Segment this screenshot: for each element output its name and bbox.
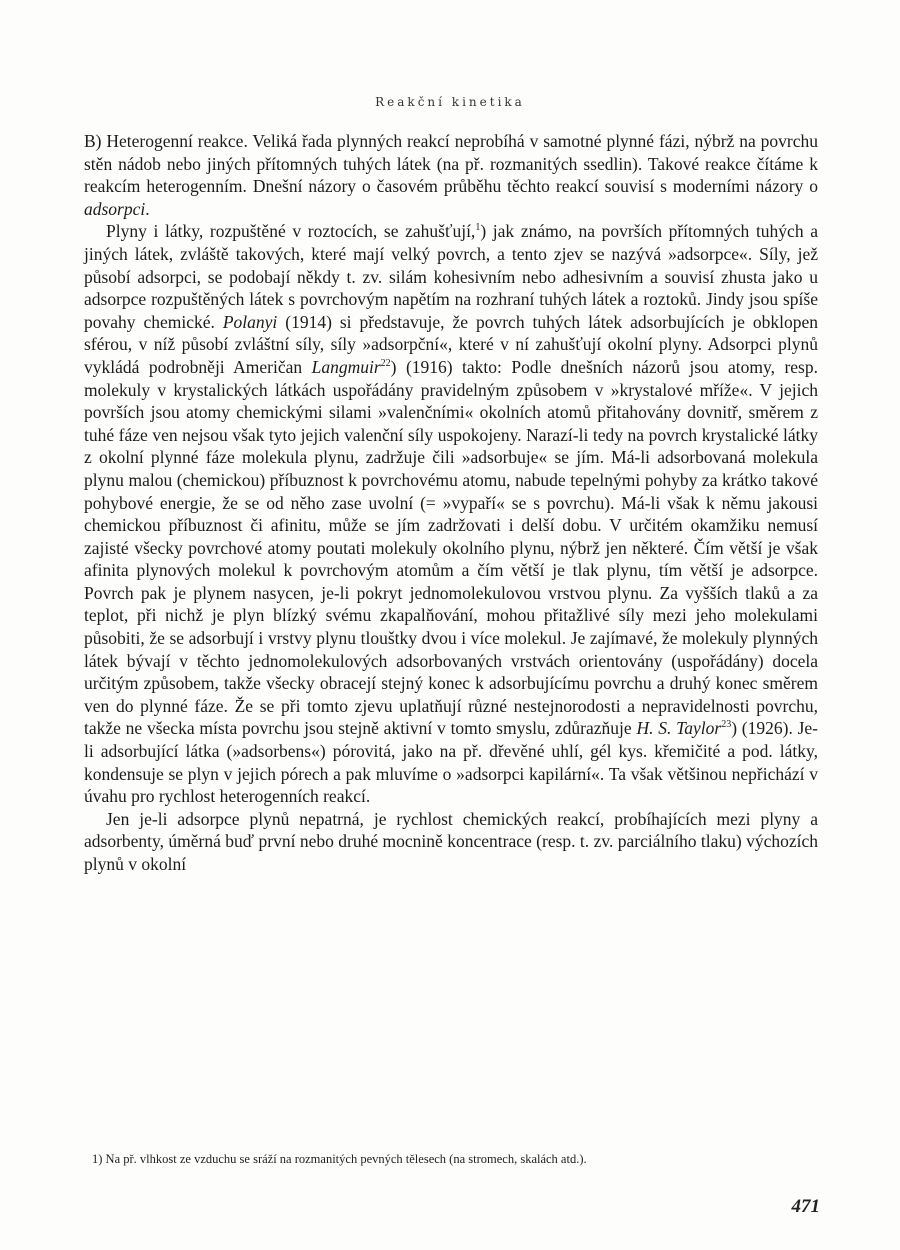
- text-run: B) Heterogenní reakce. Veliká řada plynných reakcí neprobíhá v samotné plynné fázi, nýbrž na povrchu stěn nádob nebo jiných přítomných tuhých látek (na př. rozmanitých ssedlin). Takové reakce čítáme k reakcím heterogenním. Dnešní názory o časovém průběhu těchto reakcí souvisí s moderními názory o: [84, 131, 818, 197]
- text-run: Jen je-li adsorpce plynů nepatrná, je rychlost chemických reakcí, probíhajících mezi plyny a adsorbenty, úměrná buď první nebo druhé mocnině koncentrace (resp. t. zv. parciálního tlaku) výchozích plynů v okolní: [84, 808, 818, 874]
- reference-number: 23: [721, 719, 732, 731]
- text-run: (1914) si představuje, že povrch tuhých látek adsorbujících je obklopen sférou, v níž působí zvláštní síly, síly »adsorpční«, které v ní zahušťují okolní plyny. Adsorpci plynů vykládá podrobněji Američan: [84, 311, 819, 377]
- author-name-taylor: H. S. Taylor: [636, 718, 722, 739]
- emphasis-adsorpci: adsorpci: [84, 198, 146, 219]
- text-run: Plyny i látky, rozpuštěné v roztocích, se zahušťují,: [106, 221, 476, 242]
- text-run: ) jak známo, na površích přítomných tuhých a jiných látek, zvláště takových, které mají velký povrch, a tento zjev se nazývá »adsorpce«. Síly, jež působí adsorpci, se podobají někdy t. zv. silám kohesivním nebo adhesivním a souvisí zhusta jako u adsorpce rozpuštěných látek s povrchovým napětím na rozhraní tuhých látek a roztoků. Jindy jsou spíše povahy chemické.: [84, 221, 818, 332]
- author-name-polanyi: Polanyi: [222, 311, 278, 332]
- text-run: ) (1926). Je-li adsorbující látka (»adsorbens«) pórovitá, jako na př. dřevěné uhlí, gél kys. křemičité a pod. látky, kondensuje se plyn v jejich pórech a pak mluvíme o »adsorpci kapilární«. Ta však většinou nepřichází v úvahu pro rychlost heterogenních reakcí.: [84, 718, 818, 807]
- reference-number: 22: [380, 358, 391, 370]
- footnote-marker: 1): [92, 1152, 103, 1166]
- paragraph-reaction-rate: [84, 808, 818, 876]
- author-name-langmuir: Langmuir: [311, 356, 381, 377]
- paragraph-heterogeneous-reactions: [84, 130, 818, 220]
- footnote-ref: 1: [475, 222, 481, 234]
- text-run: .: [145, 198, 150, 219]
- body-text: [84, 130, 818, 876]
- running-head: Reakční kinetika: [375, 95, 525, 109]
- footnote-text: Na př. vlhkost ze vzduchu se sráží na rozmanitých pevných tělesech (na stromech, skalách atd.).: [102, 1152, 587, 1166]
- footnote: [92, 1152, 818, 1167]
- text-run: ) (1916) takto: Podle dnešních názorů jsou atomy, resp. molekuly v krystalických látkách uspořádány pravidelným způsobem v »krystalové mříže«. V jejich površích jsou atomy chemickými silami »valenčními« okolních atomů přitahovány dovnitř, směrem z tuhé fáze ven nejsou však tyto jejich valenční síly uspokojeny. Narazí-li tedy na povrch krystalické látky z okolní plynné fáze molekula plynu, zadržuje čili »adsorbuje« se jím. Má-li adsorbovaná molekula plynu malou (chemickou) příbuznost k povrchovému atomu, nabude tepelnými pohyby za krátko takové pohybové energie, že se od něho zase uvolní (= »vypaří« se s povrchu). Má-li však k němu jakousi chemickou příbuznost či afinitu, může se jím zadržovati i delší dobu. V určitém okamžiku nemusí zajisté všecky povrchové atomy poutati molekuly okolního plynu, nýbrž jen některé. Čím větší je však afinita plynových molekul k povrchovým atomům a čím větší je tlak plynu, tím větší je adsorpce. Povrch pak je plynem nasycen, je-li pokryt jednomolekulovou vrstvou plynu. Za vyšších tlaků a za teplot, při nichž je plyn blízký svému zkapalňování, mohou přitažlivé síly mezi jeho molekulami působiti, že se adsorbují i vrstvy plynu tlouštky dvou i více molekul. Je zajímavé, že molekuly plynných látek bývají v těchto jednomolekulových adsorbovaných vrstvách orientovány (uspořádány) docela určitým způsobem, takže všecky obracejí stejný konec k adsorbujícímu povrchu a druhý konec směrem ven do plynné fáze. Že se při tomto zjevu uplatňují různé nestejnorodosti a nepravidelnosti povrchu, takže ne všecka místa povrchu jsou stejně aktivní v tomto smyslu, zdůrazňuje: [84, 356, 818, 739]
- paragraph-adsorption: [84, 220, 818, 807]
- page-number: 471: [791, 1196, 820, 1217]
